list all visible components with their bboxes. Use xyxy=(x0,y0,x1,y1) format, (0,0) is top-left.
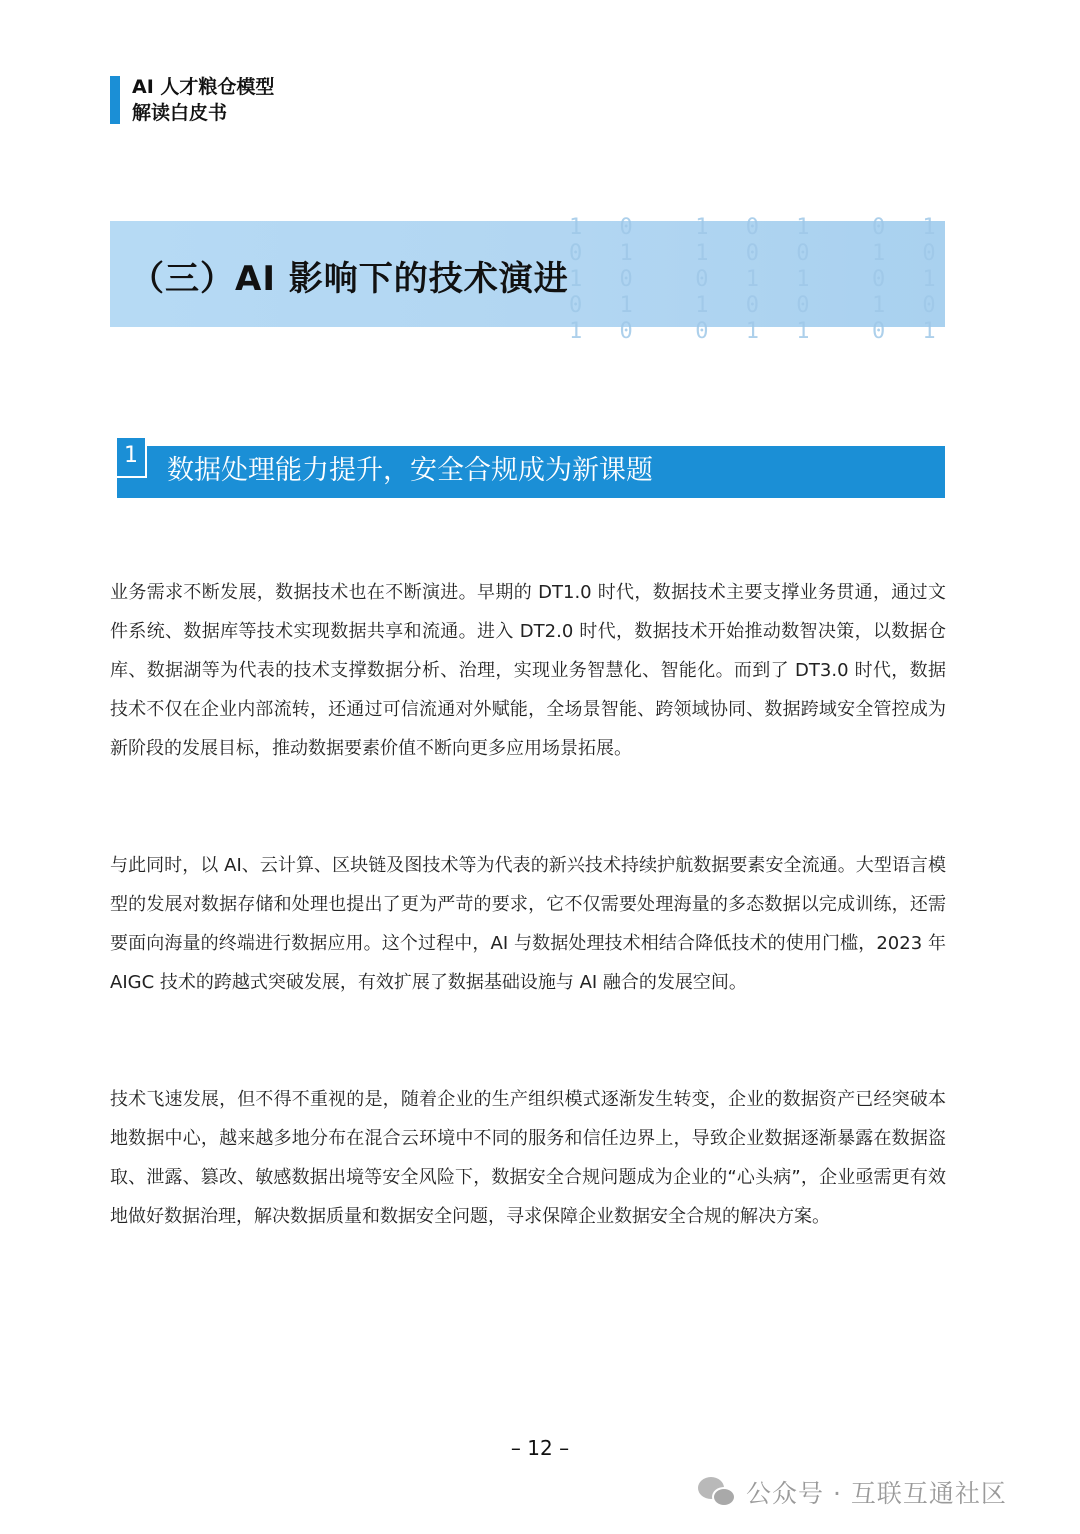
header-accent-bar xyxy=(110,76,120,124)
section-banner xyxy=(110,215,948,344)
document-header xyxy=(110,76,274,124)
header-titles xyxy=(132,76,274,124)
watermark xyxy=(698,1474,1007,1510)
section-title: （三）AI 影响下的技术演进 xyxy=(130,259,569,299)
body-paragraph-3: 技术飞速发展，但不得不重视的是，随着企业的生产组织模式逐渐发生转变，企业的数据资产已经突破本地数据中心，越来越多地分布在混合云环境中不同的服务和信任边界上，导致企业数据逐渐暴露在数据盗取、泄露、篡改、敏感数据出境等安全风险下，数据安全合规问题成为企业的“心头病”，企业亟需更有效地做好数据治理，解决数据质量和数据安全问题，寻求保障企业数据安全合规的解决方案。 xyxy=(110,1089,946,1227)
subsection-header xyxy=(117,438,945,498)
page-number: – 12 – xyxy=(510,1436,570,1460)
watermark-text: 公众号 · 互联互通社区 xyxy=(746,1479,1007,1508)
subsection-title: 数据处理能力提升，安全合规成为新课题 xyxy=(167,455,653,486)
header-title-line1: AI 人才粮仓模型 xyxy=(132,76,275,98)
body-paragraph-1: 业务需求不断发展，数据技术也在不断演进。早期的 DT1.0 时代，数据技术主要支撑业务贯通，通过文件系统、数据库等技术实现数据共享和流通。进入 DT2.0 时代，数据技术开始推动数智决策，以数据仓库、数据湖等为代表的技术支撑数据分析、治理，实现业务智慧化、智能化。而到了 DT3.0 时代，数据技术不仅在企业内部流转，还通过可信流通对外赋能，全场景智能、跨领域协同、数据跨域安全管控成为新阶段的发展目标，推动数据要素价值不断向更多应用场景拓展。 xyxy=(110,582,946,759)
body-paragraph-2: 与此同时，以 AI、云计算、区块链及图技术等为代表的新兴技术持续护航数据要素安全流通。大型语言模型的发展对数据存储和处理也提出了更为严苛的要求，它不仅需要处理海量的多态数据以完成训练，还需要面向海量的终端进行数据应用。这个过程中，AI 与数据处理技术相结合降低技术的使用门槛，2023 年 AIGC 技术的跨越式突破发展，有效扩展了数据基础设施与 AI 融合的发展空间。 xyxy=(110,855,946,993)
wechat-icon xyxy=(698,1475,738,1509)
binary-pattern-decoration: 1 0 1 0 1 0 1 0 1 1 0 0 1 0 1 0 0 1 1 0 1 0 1 1 0 0 1 0 1 0 0 1 1 0 1 xyxy=(569,215,948,344)
header-title-line2: 解读白皮书 xyxy=(132,102,228,124)
subsection-number: 1 xyxy=(117,438,147,478)
